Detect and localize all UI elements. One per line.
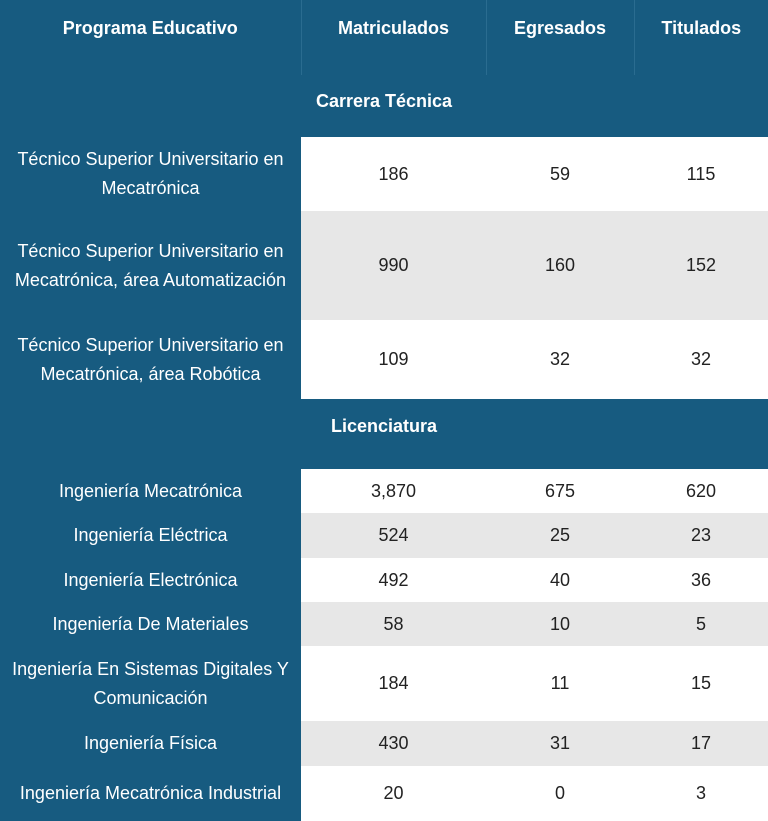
enrolled-value: 524: [301, 513, 486, 558]
titled-value: 5: [634, 602, 768, 646]
enrolled-value: 3,870: [301, 469, 486, 513]
program-name: Ingeniería Mecatrónica Industrial: [0, 766, 301, 821]
header-titled: Titulados: [634, 0, 768, 75]
program-name: Ingeniería Electrónica: [0, 558, 301, 602]
program-name: Ingeniería De Materiales: [0, 602, 301, 646]
program-name: Ingeniería En Sistemas Digitales Y Comunicación: [0, 646, 301, 721]
graduates-value: 0: [486, 766, 634, 821]
graduates-value: 31: [486, 721, 634, 766]
table-row: [0, 602, 768, 646]
enrolled-value: 109: [301, 320, 486, 399]
table-row: [0, 469, 768, 513]
titled-value: 620: [634, 469, 768, 513]
program-name: Técnico Superior Universitario en Mecatrónica, área Automatización: [0, 211, 301, 320]
header-graduates: Egresados: [486, 0, 634, 75]
header-enrolled: Matriculados: [301, 0, 486, 75]
enrolled-value: 430: [301, 721, 486, 766]
table-row: [0, 558, 768, 602]
table-row: [0, 721, 768, 766]
table-row: [0, 320, 768, 399]
table-row: [0, 766, 768, 821]
graduates-value: 40: [486, 558, 634, 602]
table-row: [0, 211, 768, 320]
enrolled-value: 58: [301, 602, 486, 646]
graduates-value: 32: [486, 320, 634, 399]
graduates-value: 675: [486, 469, 634, 513]
table-header-row: [0, 0, 768, 75]
table-row: [0, 646, 768, 721]
graduates-value: 160: [486, 211, 634, 320]
enrolled-value: 184: [301, 646, 486, 721]
section-title: Carrera Técnica: [0, 75, 768, 137]
graduates-value: 59: [486, 137, 634, 211]
enrolled-value: 186: [301, 137, 486, 211]
titled-value: 32: [634, 320, 768, 399]
table-row: [0, 137, 768, 211]
section-title: Licenciatura: [0, 399, 768, 469]
graduates-value: 11: [486, 646, 634, 721]
enrolled-value: 990: [301, 211, 486, 320]
table-row: [0, 513, 768, 558]
graduates-value: 10: [486, 602, 634, 646]
section-row: [0, 75, 768, 137]
titled-value: 15: [634, 646, 768, 721]
enrolled-value: 492: [301, 558, 486, 602]
enrolled-value: 20: [301, 766, 486, 821]
header-program: Programa Educativo: [0, 0, 301, 75]
graduates-value: 25: [486, 513, 634, 558]
titled-value: 17: [634, 721, 768, 766]
program-name: Ingeniería Física: [0, 721, 301, 766]
section-row: [0, 399, 768, 469]
titled-value: 3: [634, 766, 768, 821]
titled-value: 152: [634, 211, 768, 320]
program-name: Ingeniería Eléctrica: [0, 513, 301, 558]
titled-value: 23: [634, 513, 768, 558]
titled-value: 36: [634, 558, 768, 602]
program-name: Técnico Superior Universitario en Mecatrónica: [0, 137, 301, 211]
program-name: Técnico Superior Universitario en Mecatrónica, área Robótica: [0, 320, 301, 399]
titled-value: 115: [634, 137, 768, 211]
program-name: Ingeniería Mecatrónica: [0, 469, 301, 513]
